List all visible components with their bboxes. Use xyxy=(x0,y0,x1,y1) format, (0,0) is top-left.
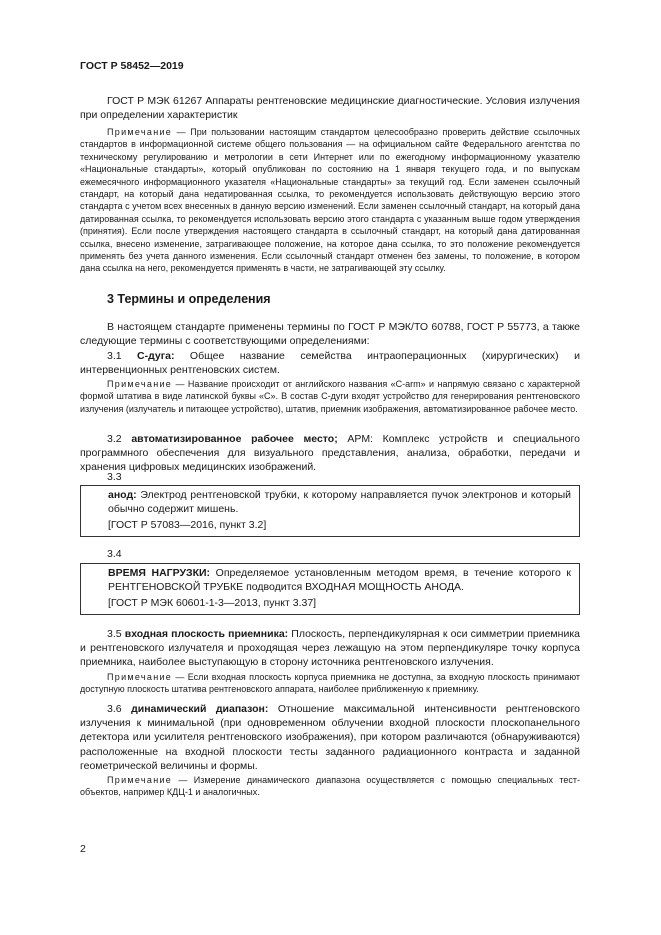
note-text: — Название происходит от английского названия «C-arm» и напрямую связано с характерной формой штатива в виде латинской буквы «С». В состав С-дуги входят устройство для генерирования рентгеновского излучения (излучатель и питающее устройство), штатив, приемник изображения, автоматизированное рабочее место. xyxy=(80,379,580,414)
note-text: — При пользовании настоящим стандартом целесообразно проверить действие ссылочных стандартов в информационной системе общего пользования — на официальном сайте Федерального агентства по техническому регулированию и метрологии в сети Интернет или по ежегодному информационному указателю «Национальные стандарты», который опубликован по состоянию на 1 января текущего года, и по выпускам ежемесячного информационного указателя «Национальные стандарты» за текущий год. Если заменен ссылочный стандарт, на который дана недатированная ссылка, то рекомендуется использовать действующую версию этого стандарта с учетом всех внесенных в данную версию изменений. Если заменен ссылочный стандарт, на который дана датированная ссылка, то рекомендуется использовать версию этого стандарта с указанным выше годом утверждения (принятия). Если после утверждения настоящего стандарта в ссылочный стандарт, на который дана датированная ссылка, внесено изменение, затрагивающее положение, на которое дана ссылка, то это положение рекомендуется применять без учета данного изменения. Если ссылочный стандарт отменен без замены, то положение, в котором дана ссылка на него, рекомендуется применять в части, не затрагивающей эту ссылку. xyxy=(80,127,580,274)
note-label: Примечание xyxy=(107,672,173,682)
term-3-3-definition xyxy=(108,488,571,516)
note-term-3-5 xyxy=(80,671,580,696)
term-name: входная плоскость приемника: xyxy=(124,628,289,640)
page-number: 2 xyxy=(80,843,86,855)
term-number: 3.2 xyxy=(107,433,132,445)
note-label: Примечание xyxy=(107,379,173,389)
note-term-3-1 xyxy=(80,378,580,415)
note-term-3-6 xyxy=(80,774,580,799)
term-3-3-number: 3.3 xyxy=(107,471,122,483)
term-3-4-definition xyxy=(108,566,571,594)
term-definition: Общее название семейства интраоперационных (хирургических) и интервенционных рентгеновских систем. xyxy=(80,350,580,377)
term-source: [ГОСТ Р 57083—2016, пункт 3.2] xyxy=(108,519,267,532)
term-3-2 xyxy=(80,432,580,475)
term-number: 3.1 xyxy=(107,350,138,362)
term-3-5 xyxy=(80,627,580,670)
note-label: Примечание xyxy=(107,775,173,785)
note-label: Примечание xyxy=(107,127,173,137)
term-name: С-дуга: xyxy=(137,350,175,362)
term-number: 3.6 xyxy=(107,703,132,715)
term-source: [ГОСТ Р МЭК 60601-1-3—2013, пункт 3.37] xyxy=(108,597,317,610)
term-name: автоматизированное рабочее место; xyxy=(131,433,338,445)
section-intro: В настоящем стандарте применены термины по ГОСТ Р МЭК/ТО 60788, ГОСТ Р 55773, а также следующие термины с соответствующими определениями: xyxy=(80,321,580,348)
note-text: — Измерение динамического диапазона осуществляется с помощью специальных тест-объектов, например КДЦ-1 и аналогичных. xyxy=(80,775,580,798)
note-text: — Если входная плоскость корпуса приемника не доступна, за входную плоскость принимают доступную плоскость штатива рентгеновского аппарата, наиболее приближенную к приемнику. xyxy=(80,672,580,695)
term-3-1 xyxy=(80,349,580,377)
document-header: ГОСТ Р 58452—2019 xyxy=(80,60,184,72)
term-3-4-box xyxy=(80,563,580,615)
term-definition: Плоскость, перпендикулярная к оси симметрии приемника и рентгеновского излучателя и проходящая через лежащую на этом перпендикуляре точку корпуса приемника, наиболее выступающую в сторону источника рентгеновского излучения. xyxy=(80,628,580,669)
normative-reference xyxy=(80,94,580,122)
term-number: 3.5 xyxy=(107,628,125,640)
term-name: ВРЕМЯ НАГРУЗКИ: xyxy=(108,567,211,579)
note-references xyxy=(80,126,580,275)
term-definition: АРМ: Комплекс устройств и специального программного обеспечения для визуального представления, анализа, обработки, передачи и хранения цифровых медицинских изображений. xyxy=(80,433,580,474)
term-definition: Определяемое установленным методом время, в течение которого к РЕНТГЕНОВСКОЙ ТРУБКЕ подводится ВХОДНАЯ МОЩНОСТЬ АНОДА. xyxy=(108,567,571,594)
term-name: динамический диапазон: xyxy=(131,703,269,715)
term-name: анод: xyxy=(108,489,137,501)
term-3-6 xyxy=(80,702,580,773)
term-definition: Электрод рентгеновской трубки, к которому направляется пучок электронов и который обычно содержит мишень. xyxy=(108,489,571,516)
term-3-3-box xyxy=(80,485,580,537)
reference-text: ГОСТ Р МЭК 61267 Аппараты рентгеновские медицинские диагностические. Условия излучения при определении характеристик xyxy=(80,95,580,122)
term-definition: Отношение максимальной интенсивности рентгеновского излучения к минимальной (при одновременном облучении входной плоскости плоскопанельного детектора или усилителя рентгеновского изображения), при котором различаются (обнаруживаются) расположенные на входной плоскости тесты заданного радиационного контраста и заданной геометрической величины и формы. xyxy=(80,703,580,772)
term-3-4-number: 3.4 xyxy=(107,548,122,560)
section-title: 3 Термины и определения xyxy=(107,292,271,306)
